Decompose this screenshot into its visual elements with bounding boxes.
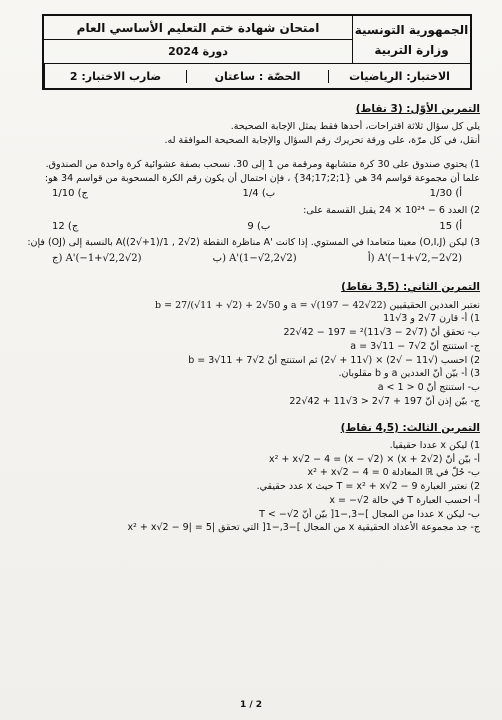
choice: أ) 1/30 (429, 188, 462, 200)
ministry-name: وزارة التربية (374, 42, 449, 57)
ex1-instruction-2: أنقل، في كل مرّة، على ورقة تحريرك رقم السؤال والإجابة الصحيحة الموافقة له. (164, 134, 480, 146)
ex3-q1: 1) ليكن x عددا حقيقيا. (389, 439, 480, 451)
header-info-row (44, 64, 470, 88)
ex3-q2b: ب- ليكن x عددا من المجال ]−3,−1[ بيّن أنّ T < −√2 (259, 508, 480, 520)
ex3-q2: 2) نعتبر العبارة T = x² + x√2 − 9 حيث x عدد حقيقي. (256, 481, 480, 493)
ex1-title: التمرين الأوّل: (3 نقاط) (355, 103, 480, 115)
ex3-q2a: أ- احسب العبارة T في حالة x = −√2 (329, 494, 480, 506)
ex2-q2: 2) احسب (√11 − √2) × (√11 + √2) ثم استنتج أنّ b = 3√11 + 7√2 (188, 354, 480, 366)
ex1-q1-line2: علما أن مجموعة قواسم 34 هي {1;2;17;34} ، فإن احتمال أن يكون رقم الكرة المسحوبة من قواسم 34 هو: (44, 172, 480, 184)
ex2-q1b: ب- تحقق أنّ (7√2 − 3√11)² = 197 − 42√22 (283, 327, 480, 339)
ex2-a-def: a = √(197 − 42√22) (290, 299, 387, 311)
ex2-q3c: ج- بيّن إذن أنّ 197 + 7√2 < 3√11 + 42√22 (289, 395, 480, 407)
ex2-q1: 1) أ- قارن 7√2 و 3√11 (383, 313, 480, 325)
ex1-q3: 3) ليكن (O,I,J) معينا متعامدا في المستوي. إذا كانت 'A مناظرة النقطة (2√2 , 1/(1+√2))A بالنسبة إلى (OJ) فإن: (27, 237, 480, 249)
ex1-q1-choices (22, 185, 480, 204)
ex3-q1b: ب- حُلّ في ℝ المعادلة x² + x√2 − 4 = 0 (307, 467, 480, 479)
choice: ج) A'(−1+√2,2√2) (52, 252, 142, 264)
exam-title: امتحان شهادة ختم التعليم الأساسي العام (44, 16, 352, 40)
choice: ب) A'(1−√2,2√2) (212, 252, 297, 264)
choice: ب) 1/4 (242, 188, 276, 200)
ex3-title: التمرين الثالث: (4,5 نقاط) (340, 421, 480, 434)
ex1-q2-choices (22, 218, 480, 237)
page-number: 2 / 1 (239, 700, 263, 710)
ex2-title: التمرين الثاني: (3,5 نقاط) (341, 281, 480, 294)
ex2-intro-row (22, 299, 480, 313)
choice: أ) A'(−1+√2,−2√2) (367, 252, 462, 264)
ex3-q2c: ج- جد مجموعة الأعداد الحقيقية x من المجال ]−3,−1[ التي تحقق |x² + x√2 − 9| = 5 (127, 522, 480, 534)
ex1-instruction-1: يلي كل سؤال ثلاثة اقتراحات، أحدها فقط يمثل الإجابة الصحيحة. (230, 121, 480, 133)
exam-duration: الحصّة : ساعتان (186, 70, 328, 83)
ex2-and: و (283, 299, 288, 311)
ex2-q3: 3) أ- بيّن أنّ العددين a و b مقلوبان. (338, 368, 480, 380)
exam-header (42, 14, 472, 90)
ex1-q3-choices (22, 250, 480, 269)
country-name: الجمهورية التونسية (354, 22, 469, 37)
ex2-q1c: ج- استنتج أنّ a = 3√11 − 7√2 (350, 340, 480, 352)
choice: ب) 9 (247, 220, 271, 232)
header-authority (352, 16, 470, 64)
exam-session: دورة 2024 (44, 40, 352, 64)
choice: أ) 15 (439, 220, 462, 232)
ex2-q3b: ب- استنتج أنّ 0 < a < 1 (377, 382, 480, 394)
exam-content (22, 100, 480, 535)
ex1-q2: 2) العدد 6 − 10²⁴ × 24 يقبل القسمة على: (303, 204, 480, 216)
exam-subject: الاختبار: الرياضيات (328, 70, 470, 83)
ex1-q1-line1: 1) يحتوي صندوق على 30 كرة متشابهة ومرقمة من 1 إلى 30. نسحب بصفة عشوائية كرة واحدة من الصندوق. (45, 158, 480, 170)
ex2-b-def: b = 27/(√11 + √2) + 2√50 (155, 299, 281, 311)
exam-coefficient: ضارب الاختبار: 2 (69, 69, 162, 83)
choice: ج) 1/10 (52, 188, 89, 200)
choice: ج) 12 (52, 220, 79, 232)
ex2-intro: نعتبر العددين الحقيقيين (389, 299, 480, 311)
ex3-q1a: أ- بيّن أنّ x² + x√2 − 4 = (x − √2) × (x + 2√2) (268, 453, 480, 465)
